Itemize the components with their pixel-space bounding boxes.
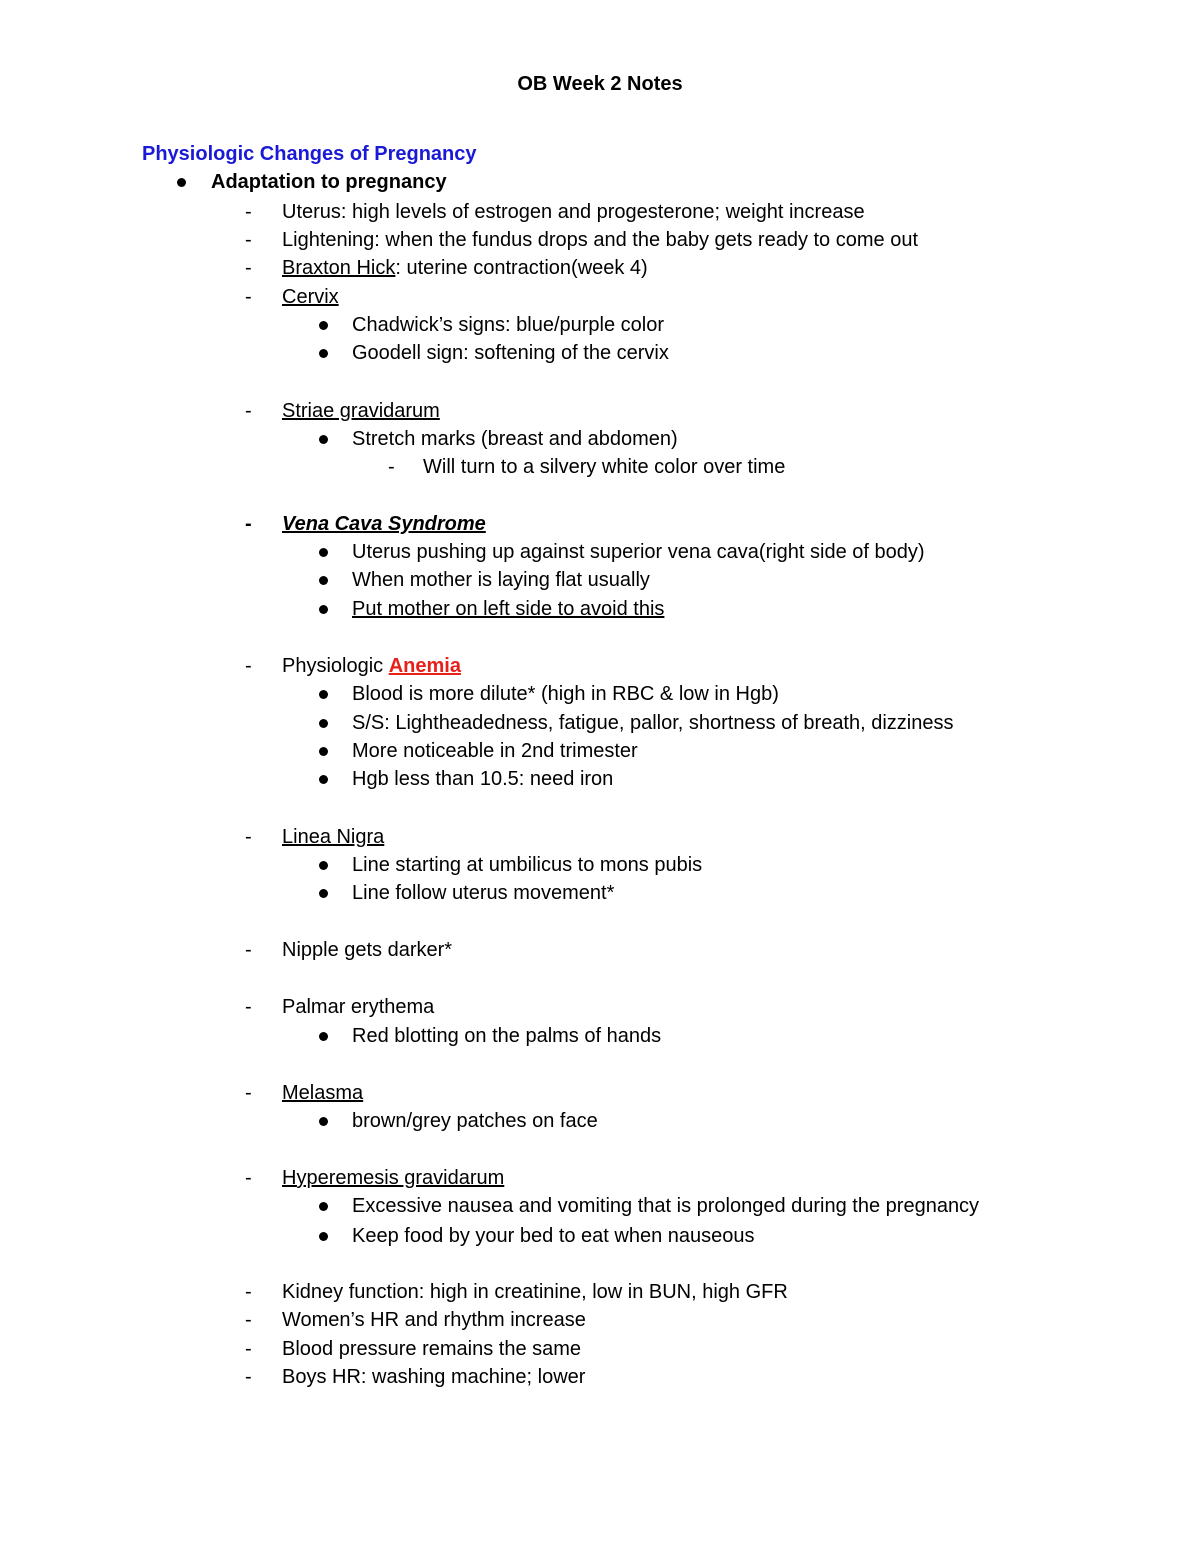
term-melasma: Melasma [282, 1082, 364, 1104]
term-vena-cava: Vena Cava Syndrome [282, 513, 486, 535]
bullet-icon [319, 719, 328, 728]
section-heading: Physiologic Changes of Pregnancy [142, 143, 477, 165]
dash-marker: - [245, 939, 252, 961]
dash-marker: - [245, 201, 252, 223]
dash-marker: - [245, 400, 252, 422]
list-item-text: Kidney function: high in creatinine, low in BUN, high GFR [282, 1281, 788, 1303]
bullet-icon [319, 690, 328, 699]
bullet-icon [319, 1032, 328, 1041]
term-cervix: Cervix [282, 286, 339, 308]
bullet-icon [319, 576, 328, 585]
term-hyperemesis: Hyperemesis gravidarum [282, 1167, 505, 1189]
list-item-text: Uterus: high levels of estrogen and progesterone; weight increase [282, 201, 865, 223]
bullet-icon [319, 1202, 328, 1211]
list-item-text [282, 652, 461, 680]
list-item-text: Line starting at umbilicus to mons pubis [352, 854, 703, 876]
dash-marker: - [245, 229, 252, 251]
list-item-text: Will turn to a silvery white color over time [423, 456, 786, 478]
dash-marker: - [245, 655, 252, 677]
list-item-text: S/S: Lightheadedness, fatigue, pallor, shortness of breath, dizziness [352, 712, 954, 734]
list-item-text [282, 254, 648, 282]
dash-marker: - [245, 1082, 252, 1104]
list-item-text: Uterus pushing up against superior vena cava(right side of body) [352, 541, 925, 563]
term-linea-nigra: Linea Nigra [282, 826, 385, 848]
list-item-text: Excessive nausea and vomiting that is prolonged during the pregnancy [352, 1195, 980, 1217]
bullet-icon [177, 178, 186, 187]
dash-marker: - [245, 513, 252, 535]
bullet-icon [319, 861, 328, 870]
list-item-text: Line follow uterus movement* [352, 882, 615, 904]
anemia-prefix: Physiologic [282, 655, 389, 677]
list-item-text: Blood pressure remains the same [282, 1338, 582, 1360]
dash-marker: - [245, 286, 252, 308]
dash-marker: - [245, 257, 252, 279]
dash-marker: - [245, 1309, 252, 1331]
bullet-icon [319, 321, 328, 330]
list-item-text: Chadwick’s signs: blue/purple color [352, 314, 665, 336]
bullet-icon [319, 889, 328, 898]
dash-marker: - [388, 456, 395, 478]
dash-marker: - [245, 996, 252, 1018]
list-item-text: Hgb less than 10.5: need iron [352, 768, 614, 790]
bullet-icon [319, 1232, 328, 1241]
bullet-icon [319, 775, 328, 784]
list-item-text: More noticeable in 2nd trimester [352, 740, 638, 762]
dash-marker: - [245, 1167, 252, 1189]
term-description: : uterine contraction(week 4) [395, 257, 648, 279]
list-item-text: Goodell sign: softening of the cervix [352, 342, 669, 364]
bullet-icon [319, 548, 328, 557]
list-item-text: Nipple gets darker* [282, 939, 453, 961]
list-item-text: Lightening: when the fundus drops and the baby gets ready to come out [282, 229, 918, 251]
list-item-text: Keep food by your bed to eat when nauseous [352, 1225, 755, 1247]
term-striae: Striae gravidarum [282, 400, 440, 422]
list-item-text: Blood is more dilute* (high in RBC & low in Hgb) [352, 683, 779, 705]
list-item-text: Stretch marks (breast and abdomen) [352, 428, 678, 450]
page-title: OB Week 2 Notes [517, 73, 683, 95]
term-braxton-hick: Braxton Hick [282, 257, 396, 279]
bullet-icon [319, 435, 328, 444]
dash-marker: - [245, 1366, 252, 1388]
list-item-text: Put mother on left side to avoid this [352, 598, 665, 620]
dash-marker: - [245, 1281, 252, 1303]
dash-marker: - [245, 826, 252, 848]
list-item-text: brown/grey patches on face [352, 1110, 598, 1132]
bullet-icon [319, 605, 328, 614]
bullet-icon [319, 747, 328, 756]
dash-marker: - [245, 1338, 252, 1360]
list-item-text: Boys HR: washing machine; lower [282, 1366, 586, 1388]
bullet-icon [319, 349, 328, 358]
list-item-text: Adaptation to pregnancy [211, 171, 447, 193]
list-item-text: Women’s HR and rhythm increase [282, 1309, 586, 1331]
list-item-text: Palmar erythema [282, 996, 435, 1018]
list-item-text: When mother is laying flat usually [352, 569, 650, 591]
bullet-icon [319, 1117, 328, 1126]
term-anemia: Anemia [388, 655, 461, 677]
list-item-text: Red blotting on the palms of hands [352, 1025, 662, 1047]
